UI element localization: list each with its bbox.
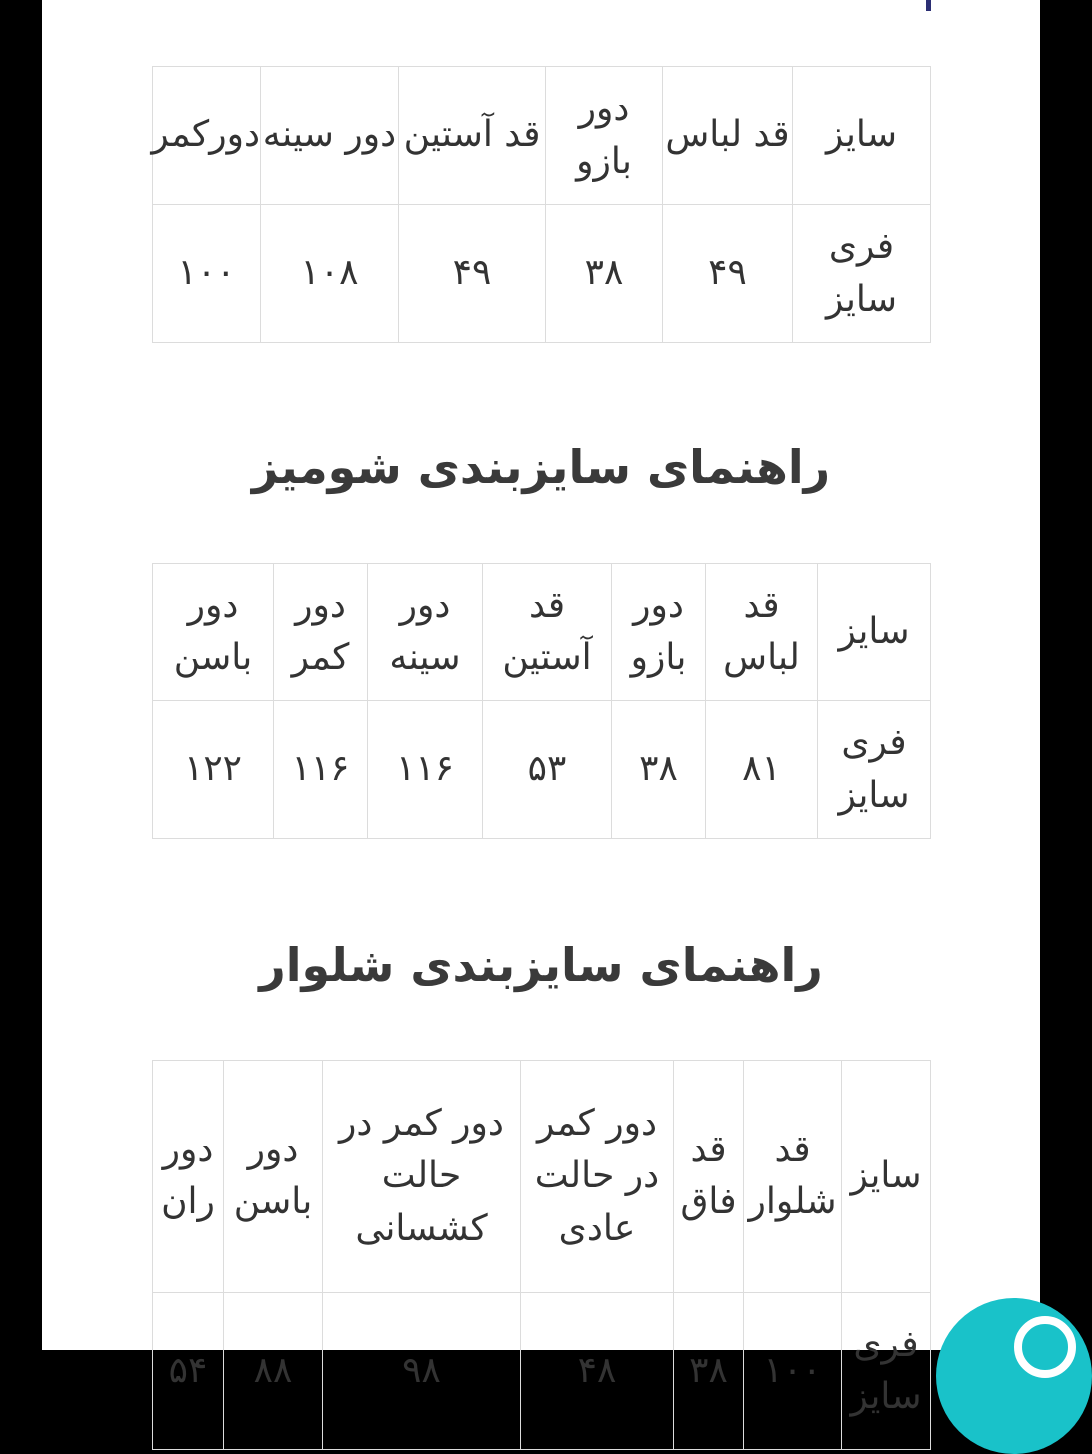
shomiz-size-guide-title: راهنمای سایزبندی شومیز	[251, 440, 831, 494]
value-cell: ۹۸	[323, 1292, 521, 1449]
header-cell: دور باسن	[153, 564, 274, 701]
shalvar-size-guide-title: راهنمای سایزبندی شلوار	[259, 938, 823, 992]
header-cell: دور کمر	[274, 564, 368, 701]
size-table-shomiz	[152, 563, 931, 839]
value-cell: ۵۳	[483, 701, 612, 839]
value-cell: ۱۰۰	[153, 205, 261, 343]
header-cell: دور کمر در حالت کشسانی	[323, 1061, 521, 1293]
header-cell: سایز	[818, 564, 931, 701]
value-cell: ۴۹	[663, 205, 793, 343]
header-cell: قد لباس	[706, 564, 818, 701]
header-cell: دور بازو	[546, 67, 663, 205]
value-cell: ۴۸	[521, 1292, 674, 1449]
header-cell: قد شلوار	[744, 1061, 842, 1293]
value-cell: فری سایز	[842, 1292, 931, 1449]
value-cell: ۱۰۰	[744, 1292, 842, 1449]
value-cell: ۸۱	[706, 701, 818, 839]
header-cell: دور بازو	[612, 564, 706, 701]
header-cell: دور ران	[153, 1061, 224, 1293]
header-cell: سایز	[842, 1061, 931, 1293]
header-cell: دور باسن	[224, 1061, 323, 1293]
chat-button[interactable]	[936, 1298, 1092, 1454]
header-cell: قد آستین	[483, 564, 612, 701]
top-accent-bar	[926, 0, 931, 11]
value-cell: ۴۹	[399, 205, 546, 343]
value-cell: فری سایز	[818, 701, 931, 839]
value-cell: ۱۲۲	[153, 701, 274, 839]
chat-icon	[1014, 1316, 1076, 1378]
header-cell: قد آستین	[399, 67, 546, 205]
size-table-shalvar	[152, 1060, 931, 1450]
value-cell: ۱۰۸	[261, 205, 399, 343]
value-cell: ۳۸	[546, 205, 663, 343]
header-cell: دور کمر در حالت عادی	[521, 1061, 674, 1293]
header-cell: سایز	[793, 67, 931, 205]
value-cell: ۵۴	[153, 1292, 224, 1449]
header-cell: قد فاق	[674, 1061, 744, 1293]
value-cell: ۱۱۶	[368, 701, 483, 839]
header-cell: دور سینه	[261, 67, 399, 205]
value-cell: ۳۸	[612, 701, 706, 839]
value-cell: ۳۸	[674, 1292, 744, 1449]
page-content	[42, 0, 1040, 1417]
size-table-dress	[152, 66, 931, 343]
value-cell: ۱۱۶	[274, 701, 368, 839]
header-cell: دور سینه	[368, 564, 483, 701]
header-cell: دورکمر	[153, 67, 261, 205]
header-cell: قد لباس	[663, 67, 793, 205]
value-cell: فری سایز	[793, 205, 931, 343]
value-cell: ۸۸	[224, 1292, 323, 1449]
